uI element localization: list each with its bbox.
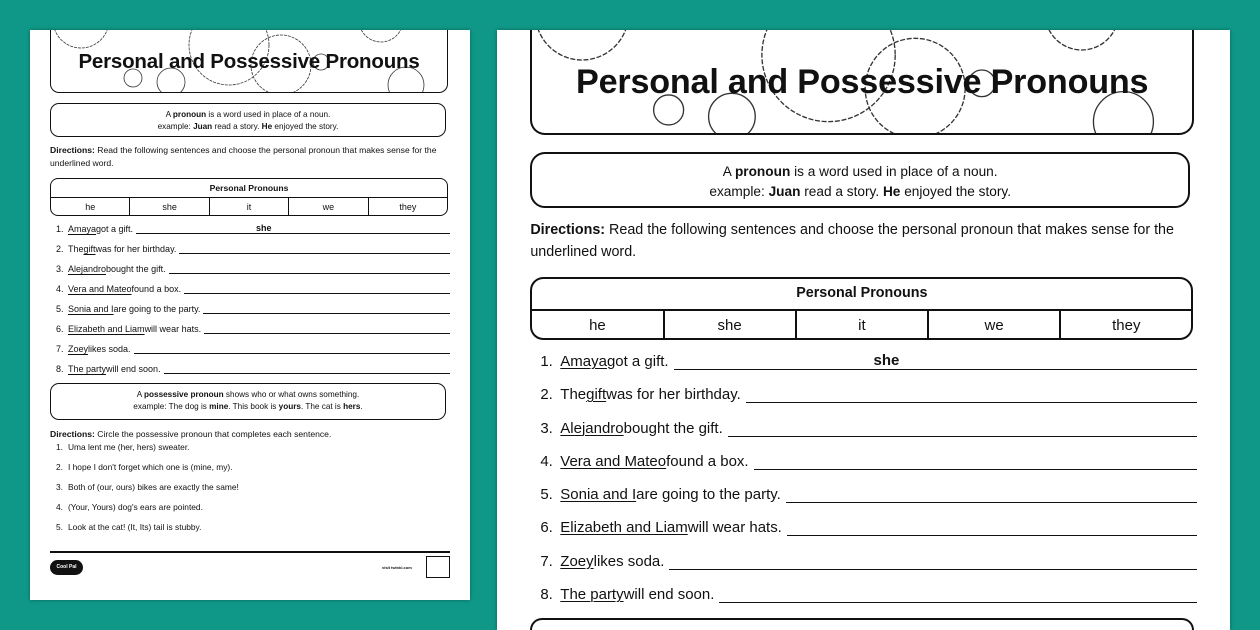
- directions-label: Directions:: [50, 429, 95, 439]
- sentence-item: [56, 361, 450, 374]
- item-number: 2.: [540, 386, 553, 404]
- underlined-subject: The party: [68, 364, 107, 374]
- personal-pronouns-table: [50, 178, 448, 216]
- bold-term: Juan: [768, 183, 801, 199]
- table-header: Personal Pronouns: [51, 179, 447, 198]
- answer-line[interactable]: [204, 323, 450, 334]
- answer-line[interactable]: [787, 519, 1197, 537]
- answer-line[interactable]: [754, 452, 1197, 470]
- bold-term: He: [261, 122, 273, 131]
- directions-label: Directions:: [50, 145, 95, 155]
- sentence-item: [540, 548, 1196, 570]
- sentence-item: [540, 581, 1196, 603]
- sentence-item: [56, 281, 450, 294]
- sentence-text: bought the gift.: [106, 264, 166, 274]
- item-number: 5.: [56, 304, 64, 314]
- sentence-item: [540, 415, 1196, 437]
- answer-line[interactable]: [134, 343, 450, 354]
- sentence-text: was for her birthday.: [95, 244, 177, 254]
- sentence-text: are going to the party.: [113, 304, 201, 314]
- sentence-text: will end soon.: [623, 586, 715, 604]
- sentence-text: found a box.: [666, 452, 749, 470]
- underlined-subject: Zoey: [68, 344, 89, 354]
- text: example:: [709, 183, 769, 199]
- sentence-text: got a gift.: [96, 224, 134, 234]
- sentence-text: likes soda.: [593, 552, 665, 570]
- sentence-text: will wear hats.: [144, 324, 202, 334]
- directions-possessive: [50, 428, 450, 441]
- worksheet-title: Personal and Possessive Pronouns: [576, 63, 1149, 102]
- text: The: [560, 386, 587, 404]
- bold-term: mine: [209, 402, 229, 411]
- possessive-item: [56, 442, 189, 452]
- text: .: [360, 402, 363, 411]
- item-number: 4.: [540, 452, 553, 470]
- possessive-definition-box: [50, 383, 446, 420]
- answer-line[interactable]: [674, 352, 1197, 370]
- bold-term: Juan: [193, 122, 213, 131]
- directions-label: Directions:: [530, 221, 606, 238]
- text: enjoyed the story.: [272, 122, 339, 131]
- answer-line[interactable]: [184, 283, 450, 294]
- directions-personal: [50, 144, 450, 170]
- sentence-text: will end soon.: [106, 364, 161, 374]
- pronoun-cell: we: [927, 311, 1059, 340]
- pronoun-cell: they: [1059, 311, 1191, 340]
- bold-term: pronoun: [734, 163, 791, 179]
- directions-personal: [530, 220, 1196, 263]
- sentence-text: are going to the party.: [636, 486, 781, 504]
- item-number: 4.: [56, 284, 64, 294]
- underlined-subject: gift: [586, 386, 607, 404]
- text: example:: [157, 122, 194, 131]
- brand-logo: Cool Pal: [50, 560, 83, 575]
- answer-line[interactable]: [203, 303, 450, 314]
- underlined-subject: Vera and Mateo: [560, 452, 667, 470]
- visit-link: visit twinkl.com: [382, 565, 412, 570]
- bold-term: hers: [343, 402, 361, 411]
- answer-line[interactable]: [719, 585, 1196, 603]
- text: read a story.: [212, 122, 262, 131]
- answer-line[interactable]: [179, 243, 450, 254]
- underlined-subject: Amaya: [68, 224, 97, 234]
- possessive-item: [56, 522, 201, 532]
- underlined-subject: Elizabeth and Liam: [68, 324, 145, 334]
- text: shows who or what owns something.: [223, 390, 360, 399]
- answer-line[interactable]: [164, 363, 450, 374]
- sentence-item: [540, 481, 1196, 503]
- sentence-text: bought the gift.: [623, 419, 723, 437]
- underlined-subject: Alejandro: [68, 264, 107, 274]
- answer-line[interactable]: [136, 223, 450, 234]
- text: A: [136, 390, 145, 399]
- sentence-text: (Your, Yours) dog's ears are pointed.: [68, 502, 203, 512]
- item-number: 8.: [540, 586, 553, 604]
- sentence-item: [56, 321, 450, 334]
- item-number: 5.: [540, 486, 553, 504]
- item-number: 2.: [56, 244, 64, 254]
- sentence-item: [540, 382, 1196, 404]
- item-number: 6.: [56, 324, 64, 334]
- sentence-item: [56, 341, 450, 354]
- underlined-subject: gift: [83, 244, 96, 254]
- sentence-text: found a box.: [131, 284, 182, 294]
- sentence-item: [540, 348, 1196, 370]
- text: A: [722, 163, 735, 179]
- text: A: [165, 110, 173, 119]
- title-banner: [530, 30, 1194, 135]
- pronoun-cell: she: [129, 198, 208, 216]
- bold-term: pronoun: [172, 110, 207, 119]
- answer-line[interactable]: [746, 386, 1197, 404]
- item-number: 7.: [540, 552, 553, 570]
- text: is a word used in place of a noun.: [790, 163, 998, 179]
- sentence-item: [56, 261, 450, 274]
- pronoun-cell: it: [209, 198, 288, 216]
- answer-text: she: [256, 223, 272, 233]
- item-number: 5.: [56, 522, 63, 532]
- sentence-text: Both of (our, ours) bikes are exactly the same!: [68, 482, 239, 492]
- sentence-text: will wear hats.: [687, 519, 782, 537]
- answer-line[interactable]: [728, 419, 1197, 437]
- worksheet-preview-large: [497, 30, 1230, 630]
- bold-term: possessive pronoun: [144, 390, 224, 399]
- item-number: 3.: [56, 482, 63, 492]
- title-banner: [50, 30, 448, 93]
- text: . The cat is: [300, 402, 344, 411]
- pronoun-definition-box: [50, 103, 446, 137]
- sentence-item: [540, 448, 1196, 470]
- item-number: 2.: [56, 462, 63, 472]
- text: example: The dog is: [133, 402, 210, 411]
- item-number: 1.: [56, 442, 63, 452]
- possessive-item: [56, 462, 233, 472]
- text: read a story.: [800, 183, 883, 199]
- underlined-subject: Vera and Mateo: [68, 284, 132, 294]
- pronoun-definition-box: [530, 152, 1190, 209]
- directions-text: Read the following sentences and choose the personal pronoun that makes sense for the underlined word.: [530, 221, 1174, 260]
- item-number: 1.: [56, 224, 64, 234]
- bold-term: He: [882, 183, 901, 199]
- answer-line[interactable]: [169, 263, 450, 274]
- underlined-subject: Sonia and I: [560, 486, 637, 504]
- directions-text: Read the following sentences and choose the personal pronoun that makes sense for the underlined word.: [50, 145, 437, 168]
- pronoun-cell: she: [663, 311, 795, 340]
- item-number: 7.: [56, 344, 64, 354]
- sentence-item: [540, 515, 1196, 537]
- text: is a word used in place of a noun.: [206, 110, 331, 119]
- underlined-subject: Amaya: [560, 352, 607, 370]
- item-number: 4.: [56, 502, 63, 512]
- sentence-text: got a gift.: [606, 352, 669, 370]
- pronoun-cell: he: [85, 202, 96, 212]
- item-number: 3.: [540, 419, 553, 437]
- sentence-text: I hope I don't forget which one is (mine, my).: [68, 462, 233, 472]
- underlined-subject: The party: [560, 586, 624, 604]
- text: The: [68, 244, 84, 254]
- item-number: 1.: [540, 352, 553, 370]
- table-header: Personal Pronouns: [532, 279, 1191, 311]
- directions-text: Circle the possessive pronoun that completes each sentence.: [94, 429, 332, 439]
- sentence-text: was for her birthday.: [606, 386, 741, 404]
- worksheet-title: Personal and Possessive Pronouns: [78, 50, 420, 73]
- pronoun-cell: we: [288, 198, 367, 216]
- item-number: 6.: [540, 519, 553, 537]
- pronoun-cell: they: [368, 198, 447, 216]
- personal-pronouns-table: [530, 277, 1193, 340]
- underlined-subject: Alejandro: [560, 419, 624, 437]
- pronoun-cell: he: [589, 316, 606, 334]
- possessive-item: [56, 502, 203, 512]
- bold-term: yours: [278, 402, 301, 411]
- answer-line[interactable]: [669, 552, 1196, 570]
- sentence-text: likes soda.: [88, 344, 131, 354]
- sentence-item: [56, 301, 450, 314]
- answer-line[interactable]: [786, 485, 1197, 503]
- sentence-text: Look at the cat! (It, Its) tail is stubby.: [68, 522, 202, 532]
- text: . This book is: [228, 402, 279, 411]
- possessive-definition-box: [530, 618, 1194, 630]
- pronoun-cell: it: [795, 311, 927, 340]
- item-number: 8.: [56, 364, 64, 374]
- sentence-text: Uma lent me (her, hers) sweater.: [68, 442, 190, 452]
- underlined-subject: Sonia and I: [68, 304, 114, 314]
- footer-divider: [50, 551, 450, 553]
- underlined-subject: Zoey: [560, 552, 594, 570]
- sentence-item: [56, 221, 450, 234]
- possessive-item: [56, 482, 239, 492]
- text: enjoyed the story.: [900, 183, 1011, 199]
- worksheet-preview-thumbnail: [30, 30, 470, 600]
- item-number: 3.: [56, 264, 64, 274]
- sentence-item: [56, 241, 450, 254]
- tree-logo-icon: [426, 556, 450, 578]
- underlined-subject: Elizabeth and Liam: [560, 519, 688, 537]
- answer-text: she: [873, 351, 900, 369]
